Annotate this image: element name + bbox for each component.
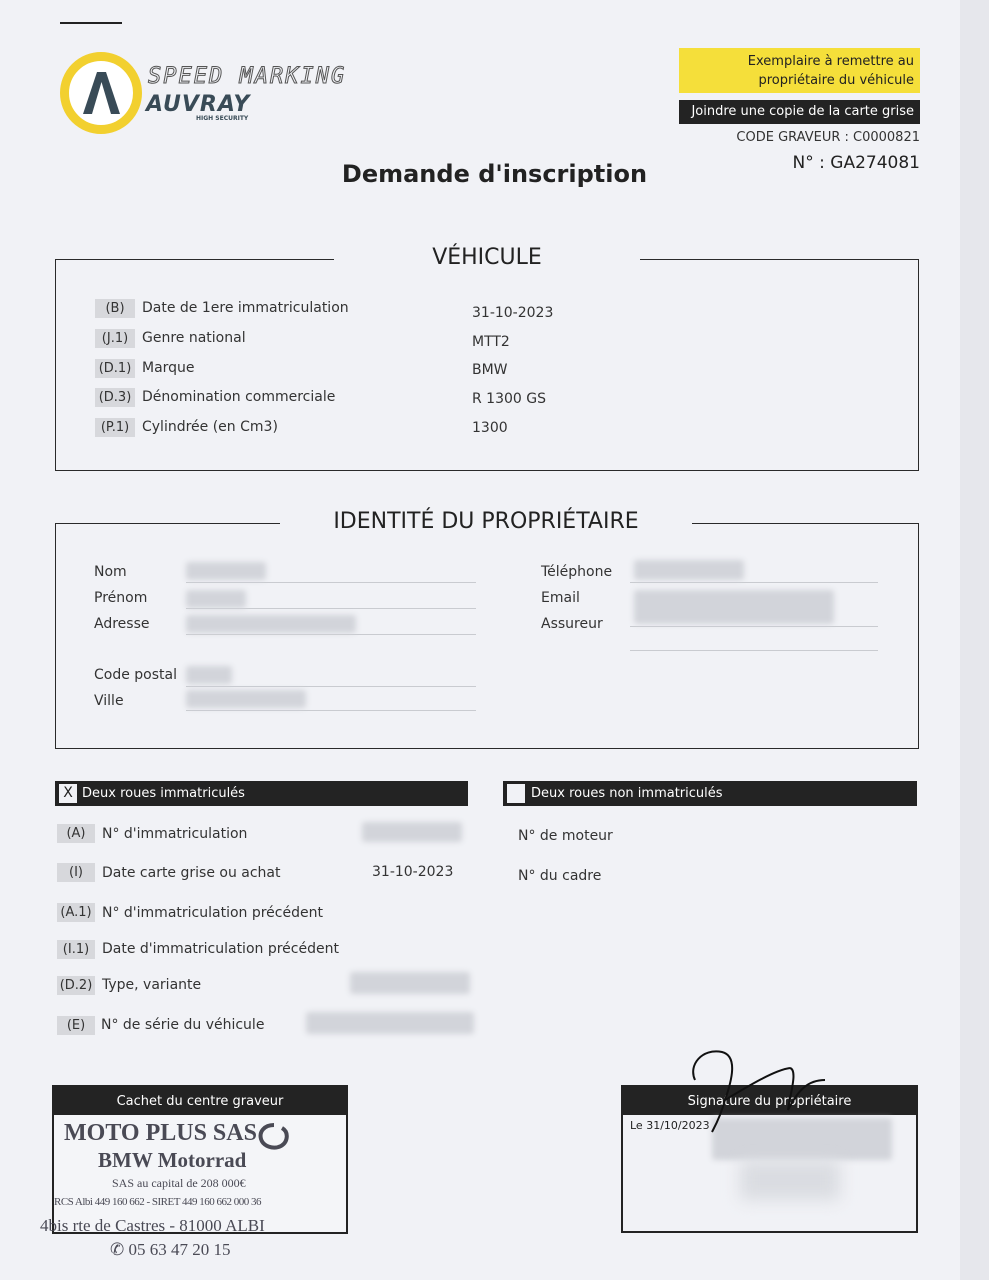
immat-label: Date d'immatriculation précédent <box>102 941 339 957</box>
redacted-field <box>634 590 834 624</box>
notice-box <box>679 48 920 93</box>
immat-code: (A.1) <box>57 903 95 922</box>
vehicule-value: BMW <box>472 362 508 378</box>
redacted-field <box>186 590 246 608</box>
immat-code: (E) <box>57 1016 95 1035</box>
proprietaire-box <box>55 523 919 749</box>
owner-field-line <box>630 582 878 583</box>
redacted-field <box>186 615 356 633</box>
immat-label: N° d'immatriculation précédent <box>102 905 323 921</box>
proprietaire-heading: IDENTITÉ DU PROPRIÉTAIRE <box>280 509 692 534</box>
immat-label: N° d'immatriculation <box>102 826 248 842</box>
stamp-company: MOTO PLUS SAS <box>64 1120 257 1146</box>
non-immat-checkbox[interactable] <box>507 784 525 803</box>
vehicule-code: (P.1) <box>95 418 135 437</box>
non-immat-bar: Deux roues non immatriculés <box>503 781 917 806</box>
immat-code: (I) <box>57 863 95 882</box>
vehicule-label: Cylindrée (en Cm3) <box>142 419 278 435</box>
redacted-field <box>362 822 462 842</box>
code-graveur: CODE GRAVEUR : C0000821 <box>736 130 920 145</box>
brand-auvray: AUVRAY <box>146 92 251 117</box>
vehicule-label: Date de 1ere immatriculation <box>142 300 349 316</box>
owner-label: Adresse <box>94 616 150 632</box>
vehicule-code: (J.1) <box>95 329 135 348</box>
vehicule-label: Genre national <box>142 330 246 346</box>
attach-note: Joindre une copie de la carte grise <box>679 100 920 124</box>
immat-code: (D.2) <box>57 976 95 995</box>
stamp-brand: BMW Motorrad <box>98 1148 247 1172</box>
page-edge <box>960 0 989 1280</box>
brand-high-security: HIGH SECURITY <box>196 115 249 122</box>
owner-label: Nom <box>94 564 127 580</box>
redacted-field <box>186 562 266 580</box>
signature-heading: Signature du propriétaire <box>621 1085 918 1115</box>
redacted-signature <box>740 1160 840 1200</box>
immat-bar: Deux roues immatriculés <box>55 781 468 806</box>
brand-speed-marking: SPEED MARKING <box>148 64 347 89</box>
vehicule-value: 1300 <box>472 420 508 436</box>
vehicule-label: Dénomination commerciale <box>142 389 336 405</box>
redacted-field <box>186 690 306 708</box>
notice-line-2: propriétaire du véhicule <box>758 73 914 88</box>
immat-code: (A) <box>57 824 95 843</box>
owner-field-line <box>186 582 476 583</box>
owner-contact-label: Email <box>541 590 580 606</box>
redacted-field <box>186 666 232 684</box>
page-title: Demande d'inscription <box>341 160 648 188</box>
owner-field-line <box>186 634 476 635</box>
owner-field-line <box>186 710 476 711</box>
vehicule-value: R 1300 GS <box>472 391 546 407</box>
immat-label: Type, variante <box>102 977 202 993</box>
immat-checkbox[interactable]: X <box>59 784 77 803</box>
owner-field-line <box>186 608 476 609</box>
document-number: N° : GA274081 <box>792 153 920 173</box>
owner-label: Code postal <box>94 667 177 683</box>
notice-line-1: Exemplaire à remettre au <box>747 54 914 69</box>
cachet-heading: Cachet du centre graveur <box>52 1085 348 1115</box>
stamp-capital: SAS au capital de 208 000€ <box>112 1176 246 1190</box>
owner-field-line <box>630 626 878 627</box>
stamp-address: 4bis rte de Castres - 81000 ALBI <box>40 1216 265 1235</box>
stamp-phone: ✆ 05 63 47 20 15 <box>110 1240 231 1259</box>
redacted-field <box>350 972 470 994</box>
owner-label: Prénom <box>94 590 148 606</box>
stamp-swirl-icon <box>256 1122 292 1152</box>
stamp-rcs: RCS Albi 449 160 662 - SIRET 449 160 662 000 36 <box>54 1196 262 1208</box>
top-rule <box>60 22 122 24</box>
owner-contact-label: Téléphone <box>541 564 613 580</box>
vehicule-value: 31-10-2023 <box>472 305 554 321</box>
handwritten-signature <box>640 1040 840 1150</box>
vehicule-label: Marque <box>142 360 195 376</box>
immat-label: Date carte grise ou achat <box>102 865 281 881</box>
non-immat-label: N° de moteur <box>518 828 613 844</box>
owner-field-line <box>186 686 476 687</box>
vehicule-value: MTT2 <box>472 334 510 350</box>
signature-date: Le 31/10/2023 <box>630 1119 710 1132</box>
redacted-field <box>634 560 744 580</box>
non-immat-label: N° du cadre <box>518 868 602 884</box>
vehicule-code: (D.1) <box>95 359 135 378</box>
owner-field-line <box>630 650 878 651</box>
owner-label: Ville <box>94 693 124 709</box>
immat-label: N° de série du véhicule <box>101 1017 265 1033</box>
vehicule-code: (D.3) <box>95 388 135 407</box>
vehicule-code: (B) <box>95 299 135 318</box>
immat-value: 31-10-2023 <box>372 864 454 880</box>
vehicule-heading: VÉHICULE <box>334 245 640 270</box>
immat-code: (I.1) <box>57 940 95 959</box>
owner-contact-label: Assureur <box>541 616 603 632</box>
redacted-field <box>306 1012 474 1034</box>
logo-a-icon <box>80 68 122 116</box>
